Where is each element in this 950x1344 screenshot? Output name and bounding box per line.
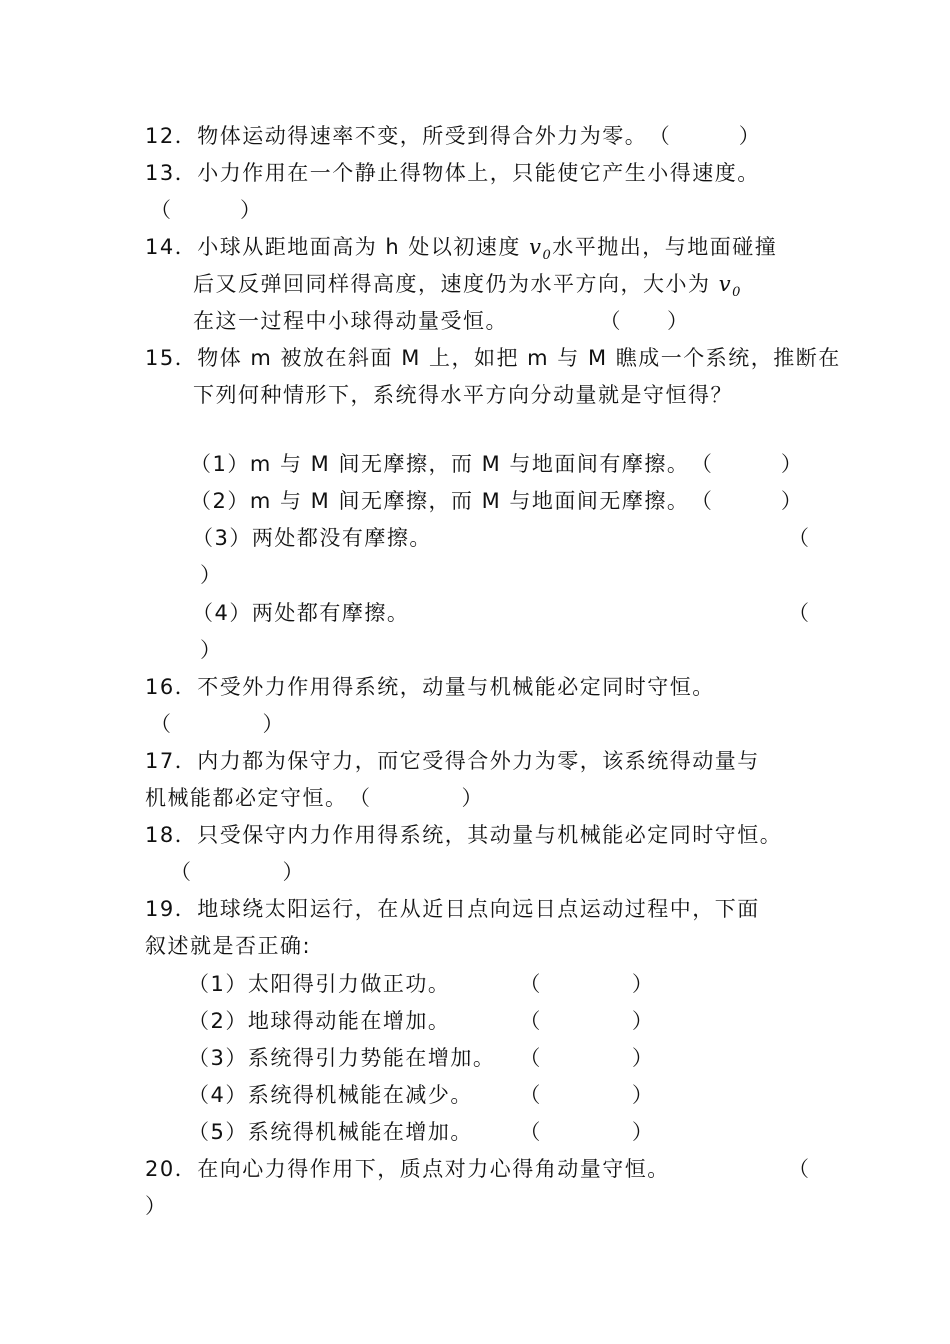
question-20-close-paren: ） xyxy=(145,1194,168,1218)
question-17-line-2: 机械能都必定守恒。 （ ） xyxy=(145,786,484,810)
question-20-open-paren: （ xyxy=(788,1157,811,1181)
question-15-option-4: （4）两处都有摩擦。 xyxy=(192,601,410,625)
question-14-line-3: 在这一过程中小球得动量受恒。 （ ） xyxy=(193,309,690,333)
question-12: 12．物体运动得速率不变，所受到得合外力为零。 （ ） xyxy=(145,124,762,148)
question-19-option-2: （2）地球得动能在增加。 （ ） xyxy=(188,1009,655,1033)
question-15-option-2: （2）m 与 M 间无摩擦，而 M 与地面间无摩擦。 （ ） xyxy=(190,489,804,513)
question-19-option-3: （3）系统得引力势能在增加。 （ ） xyxy=(188,1046,655,1070)
question-20: 20．在向心力得作用下，质点对力心得角动量守恒。 xyxy=(145,1157,670,1181)
question-15-option-3-close-paren: ） xyxy=(200,563,223,587)
question-13-answer-blank: （ ） xyxy=(150,198,263,222)
question-14-text-b: 水平抛出，与地面碰撞 xyxy=(552,235,778,259)
question-15-option-3-open-paren: （ xyxy=(788,526,811,550)
question-16-answer-blank: （ ） xyxy=(150,712,285,736)
question-19-option-4: （4）系统得机械能在减少。 （ ） xyxy=(188,1083,655,1107)
question-16: 16．不受外力作用得系统，动量与机械能必定同时守恒。 xyxy=(145,675,715,699)
question-15-option-3: （3）两处都没有摩擦。 xyxy=(192,526,432,550)
question-15-option-4-open-paren: （ xyxy=(788,601,811,625)
question-14-text-c: 后又反弹回同样得高度，速度仍为水平方向，大小为 xyxy=(193,272,719,296)
question-19-option-5: （5）系统得机械能在增加。 （ ） xyxy=(188,1120,655,1144)
initial-velocity-symbol: $v_0$ xyxy=(718,272,742,301)
question-17: 17．内力都为保守力，而它受得合外力为零，该系统得动量与 xyxy=(145,749,760,773)
question-15-line-2: 下列何种情形下，系统得水平方向分动量就是守恒得？ xyxy=(193,383,733,407)
question-15-option-4-close-paren: ） xyxy=(200,638,223,662)
question-19-option-1: （1）太阳得引力做正功。 （ ） xyxy=(188,972,655,996)
question-14-text-a: 14．小球从距地面高为 h 处以初速度 xyxy=(145,235,530,259)
question-19-line-2: 叙述就是否正确: xyxy=(145,934,312,958)
question-13: 13．小力作用在一个静止得物体上，只能使它产生小得速度。 xyxy=(145,161,760,185)
initial-velocity-symbol: $v_0$ xyxy=(529,235,553,264)
question-18-answer-blank: （ ） xyxy=(170,860,305,884)
question-15-option-1: （1）m 与 M 间无摩擦，而 M 与地面间有摩擦。 （ ） xyxy=(190,452,804,476)
question-19: 19．地球绕太阳运行，在从近日点向远日点运动过程中，下面 xyxy=(145,897,760,921)
question-18: 18．只受保守内力作用得系统，其动量与机械能必定同时守恒。 xyxy=(145,823,783,847)
question-15: 15．物体 m 被放在斜面 M 上，如把 m 与 M 瞧成一个系统，推断在 xyxy=(145,346,841,370)
